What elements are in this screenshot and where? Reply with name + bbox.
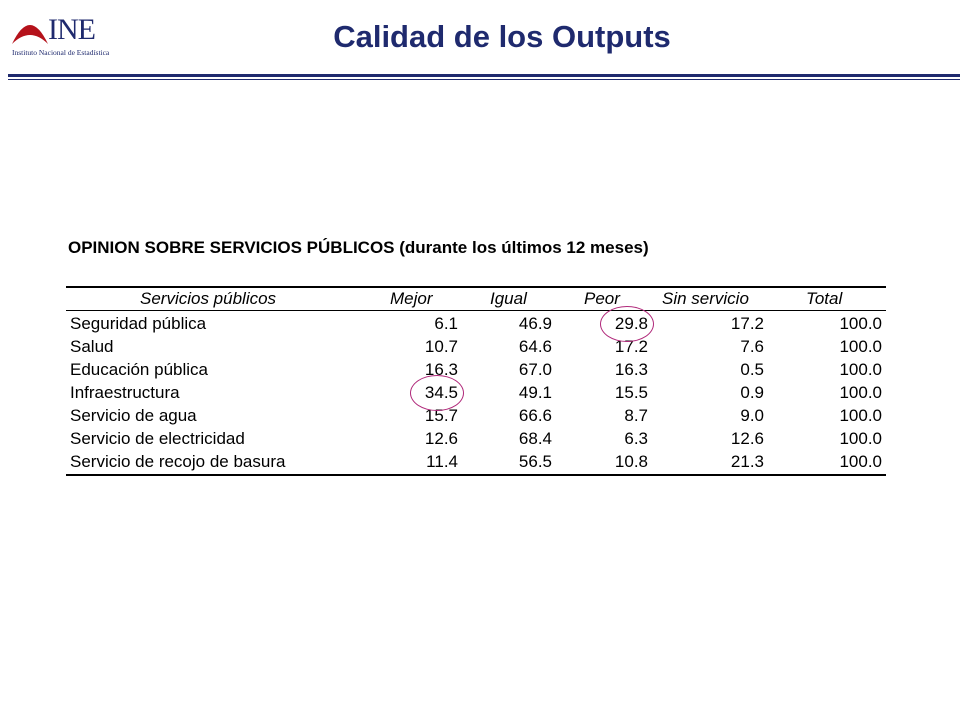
cell-igual: 66.6 — [518, 406, 552, 425]
table-header-rule — [66, 310, 886, 311]
cell-total: 100.0 — [839, 383, 882, 402]
table-row — [0, 312, 960, 335]
table-bottom-rule — [66, 474, 886, 476]
column-header-peor: Peor — [584, 289, 620, 308]
table-title: OPINION SOBRE SERVICIOS PÚBLICOS (durante los últimos 12 meses) — [68, 238, 649, 257]
cell-total: 100.0 — [839, 337, 882, 356]
column-header-sin-servicio: Sin servicio — [662, 289, 749, 308]
cell-total: 100.0 — [839, 452, 882, 471]
cell-peor: 29.8 — [614, 314, 648, 333]
highlight-circle-mejor — [410, 375, 464, 411]
cell-igual: 68.4 — [518, 429, 552, 448]
row-label: Seguridad pública — [70, 314, 207, 333]
row-label: Servicio de agua — [70, 406, 197, 425]
cell-sin-servicio: 12.6 — [730, 429, 764, 448]
row-label: Infraestructura — [70, 383, 180, 402]
cell-sin-servicio: 0.9 — [740, 383, 764, 402]
cell-mejor: 16.3 — [424, 360, 458, 379]
table-row — [0, 335, 960, 358]
cell-mejor: 11.4 — [426, 452, 458, 471]
cell-mejor: 6.1 — [434, 314, 458, 333]
table-top-rule — [66, 286, 886, 288]
header-rule-thin — [8, 79, 960, 80]
cell-peor: 10.8 — [614, 452, 648, 471]
cell-total: 100.0 — [839, 360, 882, 379]
cell-igual: 56.5 — [518, 452, 552, 471]
cell-mejor: 12.6 — [424, 429, 458, 448]
cell-total: 100.0 — [839, 314, 882, 333]
cell-igual: 49.1 — [518, 383, 552, 402]
cell-sin-servicio: 17.2 — [730, 314, 764, 333]
page-title: Calidad de los Outputs — [333, 19, 671, 54]
cell-total: 100.0 — [839, 429, 882, 448]
column-header-servicios: Servicios públicos — [140, 289, 277, 308]
cell-mejor: 15.7 — [424, 406, 458, 425]
table-row — [0, 404, 960, 427]
cell-sin-servicio: 9.0 — [740, 406, 764, 425]
cell-igual: 64.6 — [518, 337, 552, 356]
cell-sin-servicio: 0.5 — [740, 360, 764, 379]
cell-mejor: 10.7 — [424, 337, 458, 356]
row-label: Salud — [70, 337, 114, 356]
column-header-mejor: Mejor — [390, 289, 433, 308]
table-row — [0, 381, 960, 404]
cell-peor: 8.7 — [624, 406, 648, 425]
column-header-total: Total — [806, 289, 843, 308]
logo-subtitle: Instituto Nacional de Estadística — [12, 48, 110, 57]
cell-peor: 6.3 — [624, 429, 648, 448]
cell-igual: 46.9 — [518, 314, 552, 333]
column-header-igual: Igual — [490, 289, 527, 308]
table-row — [0, 450, 960, 473]
table-row — [0, 427, 960, 450]
cell-igual: 67.0 — [518, 360, 552, 379]
cell-peor: 16.3 — [614, 360, 648, 379]
cell-peor: 15.5 — [614, 383, 648, 402]
cell-total: 100.0 — [839, 406, 882, 425]
highlight-circle-peor — [600, 306, 654, 342]
row-label: Educación pública — [70, 360, 208, 379]
row-label: Servicio de electricidad — [70, 429, 245, 448]
cell-mejor: 34.5 — [424, 383, 458, 402]
logo-mark: INE — [48, 13, 95, 46]
cell-peor: 17.2 — [614, 337, 648, 356]
table-row — [0, 358, 960, 381]
cell-sin-servicio: 21.3 — [730, 452, 764, 471]
cell-sin-servicio: 7.6 — [740, 337, 764, 356]
row-label: Servicio de recojo de basura — [70, 452, 286, 471]
header-rule — [8, 74, 960, 77]
